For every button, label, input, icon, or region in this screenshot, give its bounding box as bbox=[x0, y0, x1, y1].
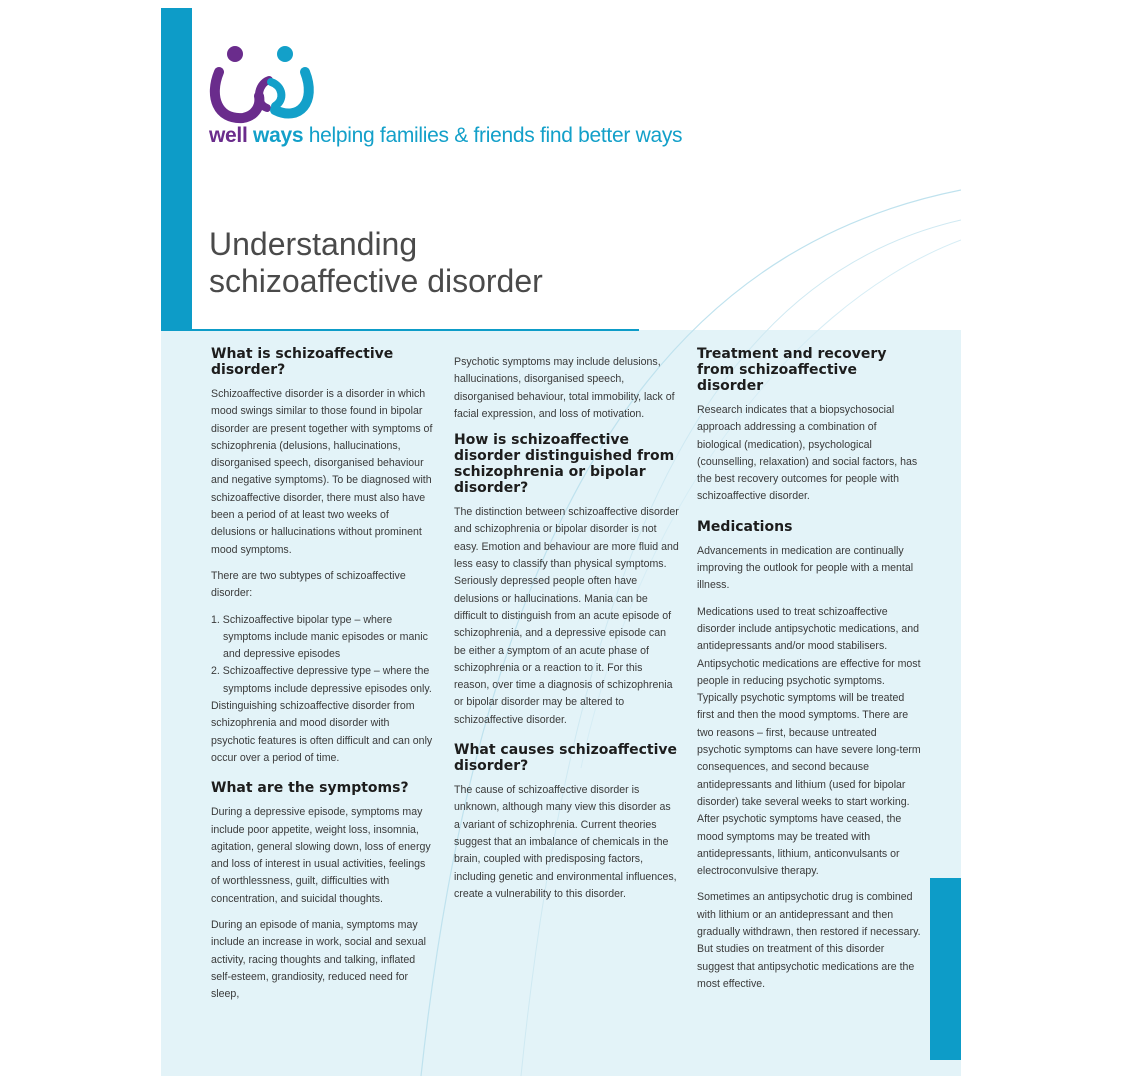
paragraph: Sometimes an antipsychotic drug is combined with lithium or an antidepressant and then gradually withdrawn, then restored if necessary. But studies on treatment of this disorder suggest that antipsychotic medications are the most effective. bbox=[697, 891, 921, 990]
heading-causes: What causes schizoaffective disorder? bbox=[454, 742, 678, 775]
title-line-1: Understanding bbox=[209, 226, 418, 262]
logo-ways: ways bbox=[253, 124, 304, 147]
subtypes-list bbox=[211, 612, 436, 698]
paragraph: During a depressive episode, symptoms may include poor appetite, weight loss, insomnia, agitation, general slowing down, loss of energy and loss of interest in usual activities, feelings of worthlessness, guilt, difficulties with concentration, and suicidal thoughts. bbox=[211, 806, 431, 905]
logo-well: well bbox=[209, 124, 248, 147]
logo-tagline: helping families & friends find better ways bbox=[308, 124, 683, 147]
title-line-2: schizoaffective disorder bbox=[209, 263, 543, 299]
paragraph: During an episode of mania, symptoms may include an increase in work, social and sexual activity, racing thoughts and talking, inflated self-esteem, grandiosity, reduced need for sleep, bbox=[211, 919, 426, 1001]
paragraph: Distinguishing schizoaffective disorder from schizophrenia and mood disorder with psychotic features is often difficult and can only occur over a period of time. bbox=[211, 700, 433, 764]
paragraph: Psychotic symptoms may include delusions, hallucinations, disorganised speech, disorganised behaviour, total immobility, lack of facial expression, and loss of motivation. bbox=[454, 356, 675, 420]
paragraph: Advancements in medication are continually improving the outlook for people with a mental illness. bbox=[697, 544, 914, 592]
heading-what-is: What is schizoaffective disorder? bbox=[211, 346, 394, 378]
paragraph: Research indicates that a biopsychosocial approach addressing a combination of biological (medication), psychological (counselling, relaxation) and social factors, has the best recovery outcomes for people with schizoaffective disorder. bbox=[697, 404, 918, 503]
paragraph: Schizoaffective disorder is a disorder in which mood swings similar to those found in bipolar disorder are present together with symptoms of schizophrenia (delusions, hallucinations, disorganised speech, disorganised behaviour and negative symptoms). To be diagnosed with schizoaffective disorder, there must also have been a period of at least two weeks of delusions or hallucinations without prominent mood symptoms. bbox=[211, 388, 433, 556]
column-1 bbox=[211, 346, 436, 1013]
column-2 bbox=[454, 354, 679, 912]
page-title bbox=[209, 226, 543, 300]
list-item: 2. Schizoaffective depressive type – where the symptoms include depressive episodes only. bbox=[211, 665, 432, 695]
heading-treatment: Treatment and recovery from schizoaffective disorder bbox=[697, 346, 887, 394]
document-page bbox=[161, 8, 961, 1076]
heading-medications: Medications bbox=[697, 518, 793, 535]
paragraph: The distinction between schizoaffective disorder and schizophrenia or bipolar disorder is not easy. Emotion and behaviour are more fluid and less easy to classify than physical symptoms. Seriously depressed people often have delusions or hallucinations. Mania can be difficult to distinguish from an acute episode of schizophrenia, and a depressive episode can be either a symptom of an acute phase of schizophrenia or a reaction to it. For this reason, over time a diagnosis of schizophrenia or bipolar disorder may be altered to schizoaffective disorder. bbox=[454, 506, 679, 726]
column-3 bbox=[697, 346, 922, 1002]
heading-distinguished: How is schizoaffective disorder distinguished from schizophrenia or bipolar disorder? bbox=[454, 432, 675, 497]
wellways-wordmark bbox=[209, 124, 682, 148]
heading-symptoms: What are the symptoms? bbox=[211, 780, 409, 797]
paragraph: The cause of schizoaffective disorder is unknown, although many view this disorder as a variant of schizophrenia. Current theories suggest that an imbalance of chemicals in the brain, coupled with predisposing factors, including genetic and environmental influences, create a vulnerability to this disorder. bbox=[454, 784, 677, 900]
paragraph: There are two subtypes of schizoaffective disorder: bbox=[211, 569, 406, 600]
paragraph: Medications used to treat schizoaffective disorder include antipsychotic medications, and antidepressants and/or mood stabilisers. Antipsychotic medications are effective for most people in reducing psychotic symptoms. Typically psychotic symptoms will be treated first and then the mood symptoms. There are two reasons – first, because untreated psychotic symptoms can have severe long-term consequences, and second because antidepressants and lithium (used for bipolar disorder) take several weeks to start working. After psychotic symptoms have ceased, the mood symptoms may be treated with antidepressants, lithium, anticonvulsants or electroconvulsive therapy. bbox=[697, 605, 921, 878]
wellways-logo-icon bbox=[209, 44, 319, 124]
list-item: 1. Schizoaffective bipolar type – where symptoms include manic episodes or manic and depressive episodes bbox=[211, 613, 428, 661]
